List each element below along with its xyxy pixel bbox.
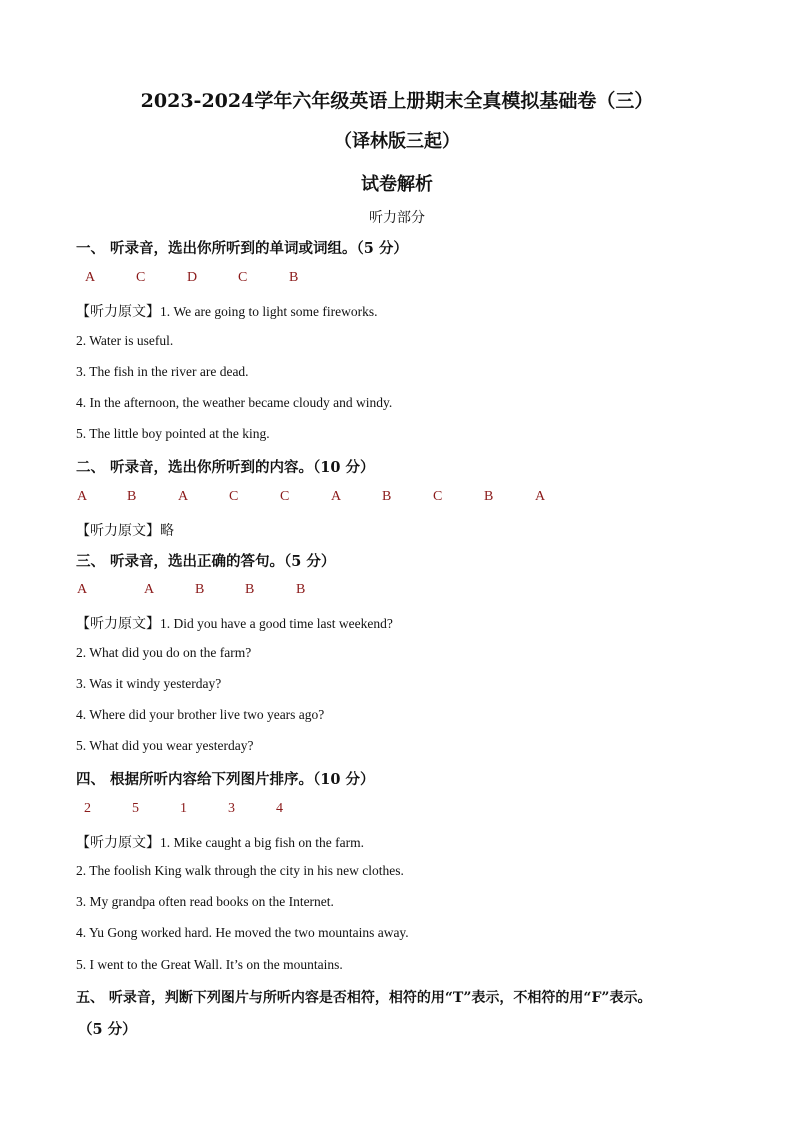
- answer: C: [433, 489, 443, 504]
- section-heading-continued: （5 分）: [78, 1021, 137, 1038]
- transcript-text: 1. We are going to light some fireworks.: [160, 304, 378, 319]
- document-heading: 试卷解析: [361, 174, 433, 195]
- answer: B: [289, 270, 299, 285]
- answer: A: [178, 489, 189, 504]
- answer: C: [136, 270, 146, 285]
- transcript-line: 5. The little boy pointed at the king.: [76, 426, 270, 441]
- transcript-tag: 【听力原文】: [76, 524, 160, 539]
- transcript-line: [76, 301, 378, 321]
- document-subtitle: （译林版三起）: [334, 131, 460, 152]
- transcript-line: 3. Was it windy yesterday?: [76, 676, 222, 691]
- answer: A: [85, 270, 96, 285]
- transcript-line: 2. What did you do on the farm?: [76, 645, 252, 660]
- answer: C: [238, 270, 248, 285]
- transcript-line: 5. I went to the Great Wall. It’s on the mountains.: [76, 957, 343, 972]
- answer: B: [195, 582, 205, 597]
- answer: A: [535, 489, 546, 504]
- transcript-line: 2. The foolish King walk through the city in his new clothes.: [76, 863, 404, 878]
- answer: 2: [84, 801, 91, 816]
- transcript-tag: 【听力原文】: [76, 305, 160, 320]
- transcript-tag: 【听力原文】: [76, 836, 160, 851]
- part-label: 听力部分: [369, 210, 425, 226]
- answer: A: [144, 582, 155, 597]
- transcript-line: 5. What did you wear yesterday?: [76, 738, 254, 753]
- transcript-line: [76, 832, 364, 852]
- transcript-line: 2. Water is useful.: [76, 333, 174, 348]
- answer: B: [484, 489, 494, 504]
- answer: 3: [228, 801, 235, 816]
- answer: A: [77, 582, 88, 597]
- section-heading: 二、 听录音，选出你所听到的内容。（10 分）: [76, 459, 375, 476]
- answer: B: [127, 489, 137, 504]
- transcript-line: 4. Yu Gong worked hard. He moved the two mountains away.: [76, 925, 409, 940]
- transcript-text: 1. Mike caught a big fish on the farm.: [160, 835, 364, 850]
- answer: 4: [276, 801, 283, 816]
- section-heading: 一、 听录音，选出你所听到的单词或词组。（5 分）: [76, 240, 408, 257]
- section-heading: 五、 听录音，判断下列图片与所听内容是否相符，相符的用“T”表示，不相符的用“F”表示。: [76, 990, 652, 1006]
- transcript-line: [76, 520, 174, 540]
- section-heading: 四、 根据所听内容给下列图片排序。（10 分）: [76, 771, 375, 788]
- answer: 1: [180, 801, 187, 816]
- answer: B: [296, 582, 306, 597]
- answer: 5: [132, 801, 139, 816]
- document-title: 2023-2024学年六年级英语上册期末全真模拟基础卷（三）: [140, 90, 654, 112]
- transcript-tag: 【听力原文】: [76, 617, 160, 632]
- transcript-line: 4. In the afternoon, the weather became cloudy and windy.: [76, 395, 393, 410]
- transcript-text: 1. Did you have a good time last weekend?: [160, 616, 393, 631]
- transcript-line: 3. My grandpa often read books on the Internet.: [76, 894, 334, 909]
- answer: A: [331, 489, 342, 504]
- answer: B: [382, 489, 392, 504]
- section-heading: 三、 听录音，选出正确的答句。（5 分）: [76, 553, 336, 570]
- answer: C: [280, 489, 290, 504]
- transcript-line: 3. The fish in the river are dead.: [76, 364, 249, 379]
- answer: D: [187, 270, 198, 285]
- transcript-line: [76, 613, 393, 633]
- transcript-line: 4. Where did your brother live two years ago?: [76, 707, 325, 722]
- answer: A: [77, 489, 88, 504]
- transcript-note: 略: [160, 524, 174, 539]
- answer: C: [229, 489, 239, 504]
- answer: B: [245, 582, 255, 597]
